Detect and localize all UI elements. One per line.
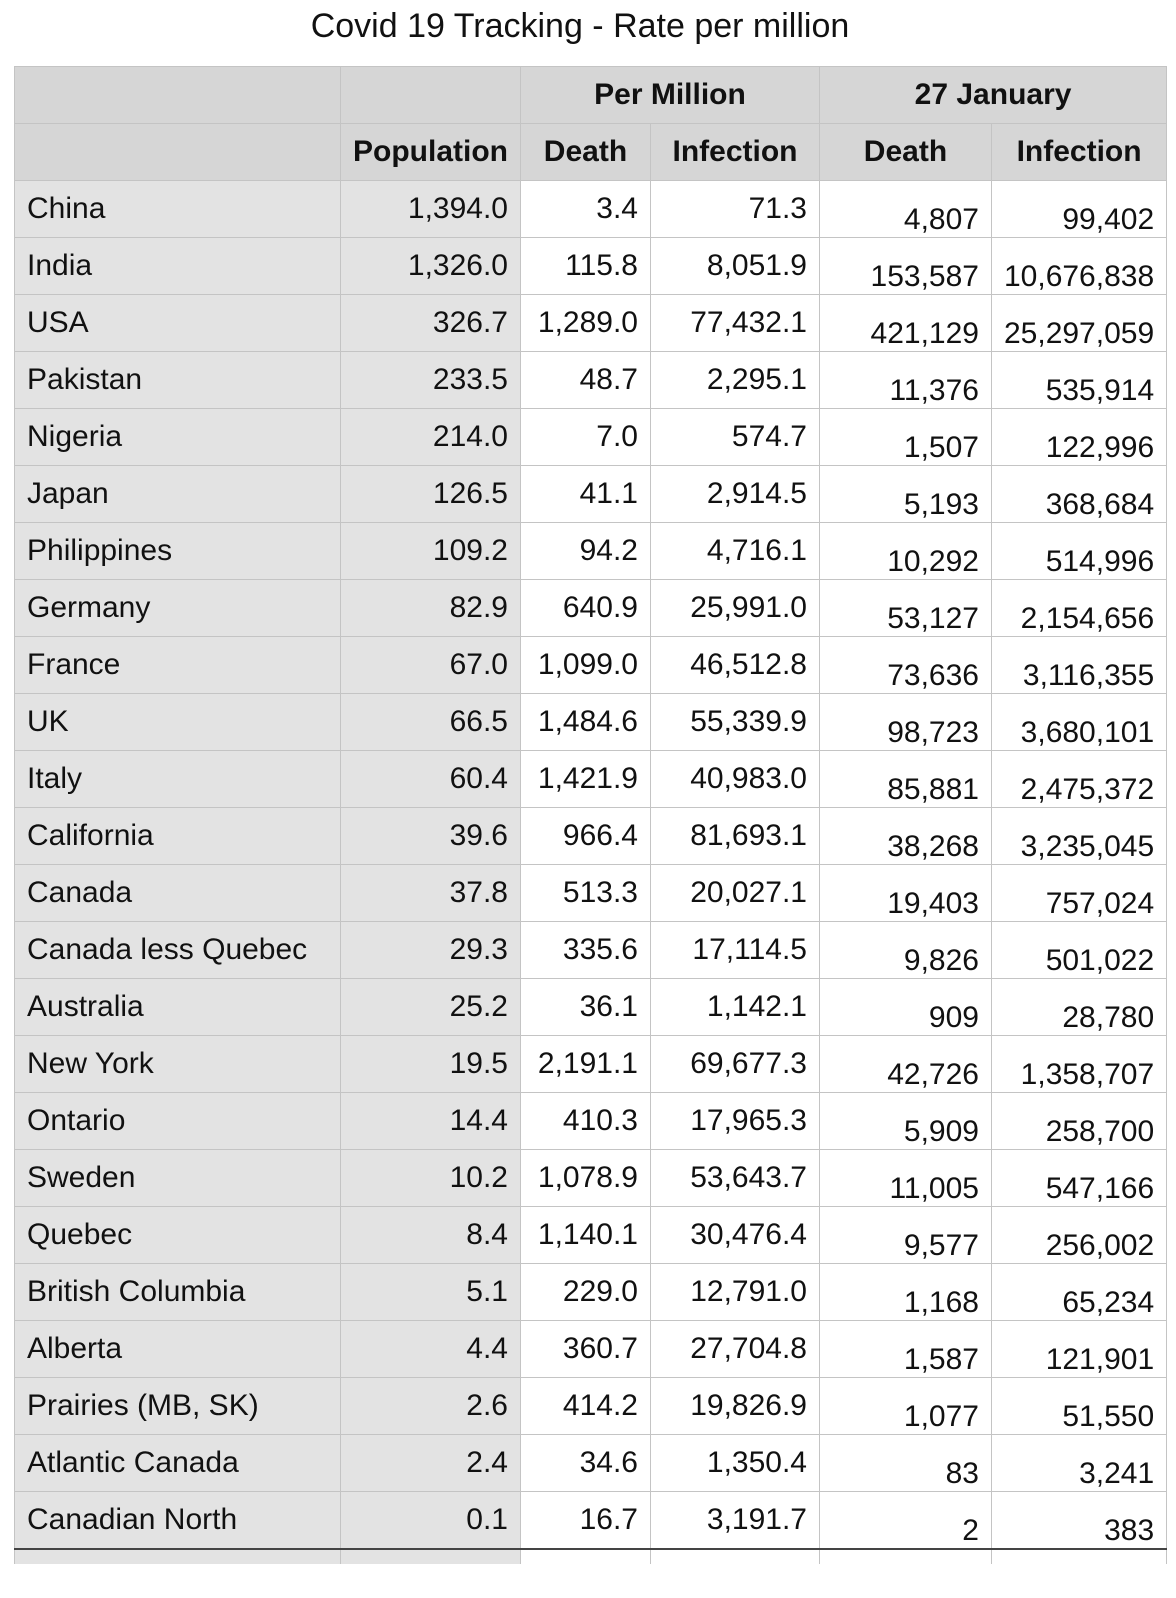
row-infection-total-cell: 256,002 — [991, 1207, 1166, 1264]
header-date-group: 27 January — [819, 67, 1166, 124]
table-row — [15, 1150, 1167, 1207]
table-row — [15, 1435, 1167, 1492]
row-infection-total-cell: 99,402 — [991, 181, 1166, 238]
row-name-cell: Italy — [15, 751, 341, 808]
row-death-per-million-cell: 410.3 — [520, 1093, 650, 1150]
row-death-total-cell: 11,376 — [819, 352, 991, 409]
row-population-cell: 126.5 — [341, 466, 521, 523]
empty-cell — [520, 1549, 650, 1564]
row-population-cell: 1,394.0 — [341, 181, 521, 238]
row-death-per-million-cell: 360.7 — [520, 1321, 650, 1378]
table-row — [15, 1207, 1167, 1264]
row-population-cell: 14.4 — [341, 1093, 521, 1150]
row-infection-per-million-cell: 8,051.9 — [650, 238, 819, 295]
row-name-cell: Canada — [15, 865, 341, 922]
table-row — [15, 865, 1167, 922]
row-name-cell: Germany — [15, 580, 341, 637]
row-death-total-cell: 1,077 — [819, 1378, 991, 1435]
header-infection-total: Infection — [991, 124, 1166, 181]
table-row — [15, 352, 1167, 409]
row-infection-total-cell: 757,024 — [991, 865, 1166, 922]
row-infection-per-million-cell: 574.7 — [650, 409, 819, 466]
row-population-cell: 29.3 — [341, 922, 521, 979]
row-name-cell: Alberta — [15, 1321, 341, 1378]
header-corner-cell — [15, 67, 341, 124]
row-infection-per-million-cell: 3,191.7 — [650, 1492, 819, 1550]
row-infection-total-cell: 65,234 — [991, 1264, 1166, 1321]
row-infection-total-cell: 2,475,372 — [991, 751, 1166, 808]
table-row — [15, 751, 1167, 808]
table-row — [15, 181, 1167, 238]
row-death-per-million-cell: 34.6 — [520, 1435, 650, 1492]
row-population-cell: 19.5 — [341, 1036, 521, 1093]
row-death-total-cell: 85,881 — [819, 751, 991, 808]
row-population-cell: 60.4 — [341, 751, 521, 808]
row-death-total-cell: 53,127 — [819, 580, 991, 637]
table-row — [15, 1093, 1167, 1150]
row-infection-total-cell: 383 — [991, 1492, 1166, 1550]
empty-cell — [991, 1549, 1166, 1564]
row-death-total-cell: 98,723 — [819, 694, 991, 751]
row-death-per-million-cell: 966.4 — [520, 808, 650, 865]
row-infection-total-cell: 122,996 — [991, 409, 1166, 466]
row-population-cell: 82.9 — [341, 580, 521, 637]
row-infection-per-million-cell: 69,677.3 — [650, 1036, 819, 1093]
row-name-cell: Australia — [15, 979, 341, 1036]
row-death-per-million-cell: 94.2 — [520, 523, 650, 580]
row-death-per-million-cell: 3.4 — [520, 181, 650, 238]
row-death-total-cell: 421,129 — [819, 295, 991, 352]
row-infection-per-million-cell: 53,643.7 — [650, 1150, 819, 1207]
row-name-cell: Canada less Quebec — [15, 922, 341, 979]
row-death-per-million-cell: 513.3 — [520, 865, 650, 922]
row-death-total-cell: 2 — [819, 1492, 991, 1550]
table-row — [15, 1264, 1167, 1321]
row-infection-total-cell: 3,235,045 — [991, 808, 1166, 865]
row-death-per-million-cell: 1,099.0 — [520, 637, 650, 694]
row-death-per-million-cell: 640.9 — [520, 580, 650, 637]
table-row — [15, 466, 1167, 523]
row-infection-per-million-cell: 20,027.1 — [650, 865, 819, 922]
row-population-cell: 5.1 — [341, 1264, 521, 1321]
header-death-total: Death — [819, 124, 991, 181]
row-infection-total-cell: 368,684 — [991, 466, 1166, 523]
row-infection-per-million-cell: 17,965.3 — [650, 1093, 819, 1150]
row-population-cell: 39.6 — [341, 808, 521, 865]
row-infection-total-cell: 2,154,656 — [991, 580, 1166, 637]
covid-table — [14, 66, 1167, 1564]
row-population-cell: 66.5 — [341, 694, 521, 751]
empty-cell — [650, 1549, 819, 1564]
row-population-cell: 0.1 — [341, 1492, 521, 1550]
table-row — [15, 979, 1167, 1036]
row-death-per-million-cell: 48.7 — [520, 352, 650, 409]
row-infection-per-million-cell: 55,339.9 — [650, 694, 819, 751]
row-population-cell: 214.0 — [341, 409, 521, 466]
row-name-cell: Japan — [15, 466, 341, 523]
row-death-total-cell: 9,826 — [819, 922, 991, 979]
row-name-cell: New York — [15, 1036, 341, 1093]
row-infection-total-cell: 121,901 — [991, 1321, 1166, 1378]
row-name-cell: Canadian North — [15, 1492, 341, 1550]
row-infection-total-cell: 514,996 — [991, 523, 1166, 580]
row-infection-per-million-cell: 2,914.5 — [650, 466, 819, 523]
row-death-total-cell: 1,507 — [819, 409, 991, 466]
table-row — [15, 295, 1167, 352]
row-infection-total-cell: 3,680,101 — [991, 694, 1166, 751]
row-death-per-million-cell: 41.1 — [520, 466, 650, 523]
table-row — [15, 694, 1167, 751]
empty-cell — [341, 1549, 521, 1564]
row-death-total-cell: 83 — [819, 1435, 991, 1492]
row-death-per-million-cell: 229.0 — [520, 1264, 650, 1321]
row-infection-total-cell: 25,297,059 — [991, 295, 1166, 352]
row-death-total-cell: 38,268 — [819, 808, 991, 865]
row-death-total-cell: 10,292 — [819, 523, 991, 580]
row-death-total-cell: 5,909 — [819, 1093, 991, 1150]
row-population-cell: 326.7 — [341, 295, 521, 352]
row-name-cell: British Columbia — [15, 1264, 341, 1321]
row-population-cell: 2.4 — [341, 1435, 521, 1492]
table-row — [15, 922, 1167, 979]
row-infection-per-million-cell: 30,476.4 — [650, 1207, 819, 1264]
table-row — [15, 637, 1167, 694]
row-death-per-million-cell: 1,421.9 — [520, 751, 650, 808]
row-death-total-cell: 1,168 — [819, 1264, 991, 1321]
row-infection-total-cell: 10,676,838 — [991, 238, 1166, 295]
row-name-cell: California — [15, 808, 341, 865]
table-row-empty — [15, 1549, 1167, 1564]
table-row — [15, 238, 1167, 295]
row-population-cell: 2.6 — [341, 1378, 521, 1435]
row-death-total-cell: 4,807 — [819, 181, 991, 238]
row-death-per-million-cell: 414.2 — [520, 1378, 650, 1435]
row-infection-per-million-cell: 4,716.1 — [650, 523, 819, 580]
row-death-total-cell: 11,005 — [819, 1150, 991, 1207]
row-population-cell: 109.2 — [341, 523, 521, 580]
row-name-cell: Pakistan — [15, 352, 341, 409]
row-infection-per-million-cell: 27,704.8 — [650, 1321, 819, 1378]
row-infection-total-cell: 1,358,707 — [991, 1036, 1166, 1093]
row-name-cell: Prairies (MB, SK) — [15, 1378, 341, 1435]
table-row — [15, 808, 1167, 865]
row-name-cell: USA — [15, 295, 341, 352]
row-death-per-million-cell: 2,191.1 — [520, 1036, 650, 1093]
header-population: Population — [341, 124, 521, 181]
row-name-cell: Sweden — [15, 1150, 341, 1207]
row-death-total-cell: 5,193 — [819, 466, 991, 523]
row-infection-total-cell: 3,241 — [991, 1435, 1166, 1492]
table-body — [15, 181, 1167, 1565]
row-population-cell: 1,326.0 — [341, 238, 521, 295]
row-population-cell: 67.0 — [341, 637, 521, 694]
row-death-total-cell: 1,587 — [819, 1321, 991, 1378]
table-row — [15, 523, 1167, 580]
row-death-per-million-cell: 7.0 — [520, 409, 650, 466]
header-death-per-million: Death — [520, 124, 650, 181]
row-infection-per-million-cell: 17,114.5 — [650, 922, 819, 979]
row-name-cell: UK — [15, 694, 341, 751]
row-death-per-million-cell: 16.7 — [520, 1492, 650, 1550]
row-infection-per-million-cell: 40,983.0 — [650, 751, 819, 808]
row-population-cell: 37.8 — [341, 865, 521, 922]
row-infection-total-cell: 547,166 — [991, 1150, 1166, 1207]
row-population-cell: 8.4 — [341, 1207, 521, 1264]
row-death-per-million-cell: 1,140.1 — [520, 1207, 650, 1264]
header-population-group-cell — [341, 67, 521, 124]
row-death-total-cell: 153,587 — [819, 238, 991, 295]
row-infection-per-million-cell: 25,991.0 — [650, 580, 819, 637]
row-name-cell: Philippines — [15, 523, 341, 580]
header-name-cell — [15, 124, 341, 181]
row-infection-per-million-cell: 1,350.4 — [650, 1435, 819, 1492]
row-name-cell: Nigeria — [15, 409, 341, 466]
table-row — [15, 1378, 1167, 1435]
sheet-title: Covid 19 Tracking - Rate per million — [310, 7, 850, 45]
header-group-row — [15, 67, 1167, 124]
empty-cell — [819, 1549, 991, 1564]
row-infection-total-cell: 51,550 — [991, 1378, 1166, 1435]
row-infection-per-million-cell: 1,142.1 — [650, 979, 819, 1036]
row-infection-total-cell: 535,914 — [991, 352, 1166, 409]
table-row — [15, 409, 1167, 466]
row-death-per-million-cell: 335.6 — [520, 922, 650, 979]
row-infection-total-cell: 501,022 — [991, 922, 1166, 979]
table-row — [15, 580, 1167, 637]
row-name-cell: China — [15, 181, 341, 238]
row-death-per-million-cell: 115.8 — [520, 238, 650, 295]
row-death-per-million-cell: 1,078.9 — [520, 1150, 650, 1207]
row-death-total-cell: 909 — [819, 979, 991, 1036]
row-infection-per-million-cell: 77,432.1 — [650, 295, 819, 352]
row-death-per-million-cell: 36.1 — [520, 979, 650, 1036]
row-population-cell: 4.4 — [341, 1321, 521, 1378]
header-column-row — [15, 124, 1167, 181]
table-row — [15, 1036, 1167, 1093]
row-population-cell: 25.2 — [341, 979, 521, 1036]
row-death-total-cell: 73,636 — [819, 637, 991, 694]
row-death-total-cell: 9,577 — [819, 1207, 991, 1264]
row-name-cell: Quebec — [15, 1207, 341, 1264]
row-death-total-cell: 42,726 — [819, 1036, 991, 1093]
row-population-cell: 10.2 — [341, 1150, 521, 1207]
row-infection-per-million-cell: 46,512.8 — [650, 637, 819, 694]
row-infection-per-million-cell: 12,791.0 — [650, 1264, 819, 1321]
header-per-million-group: Per Million — [520, 67, 819, 124]
empty-cell — [15, 1549, 341, 1564]
row-infection-per-million-cell: 81,693.1 — [650, 808, 819, 865]
row-infection-total-cell: 3,116,355 — [991, 637, 1166, 694]
row-death-per-million-cell: 1,484.6 — [520, 694, 650, 751]
row-infection-per-million-cell: 19,826.9 — [650, 1378, 819, 1435]
header-infection-per-million: Infection — [650, 124, 819, 181]
row-death-per-million-cell: 1,289.0 — [520, 295, 650, 352]
row-death-total-cell: 19,403 — [819, 865, 991, 922]
row-infection-total-cell: 28,780 — [991, 979, 1166, 1036]
row-name-cell: France — [15, 637, 341, 694]
row-infection-per-million-cell: 71.3 — [650, 181, 819, 238]
row-infection-per-million-cell: 2,295.1 — [650, 352, 819, 409]
table-row — [15, 1492, 1167, 1550]
row-population-cell: 233.5 — [341, 352, 521, 409]
row-infection-total-cell: 258,700 — [991, 1093, 1166, 1150]
row-name-cell: Ontario — [15, 1093, 341, 1150]
table-row — [15, 1321, 1167, 1378]
row-name-cell: India — [15, 238, 341, 295]
row-name-cell: Atlantic Canada — [15, 1435, 341, 1492]
